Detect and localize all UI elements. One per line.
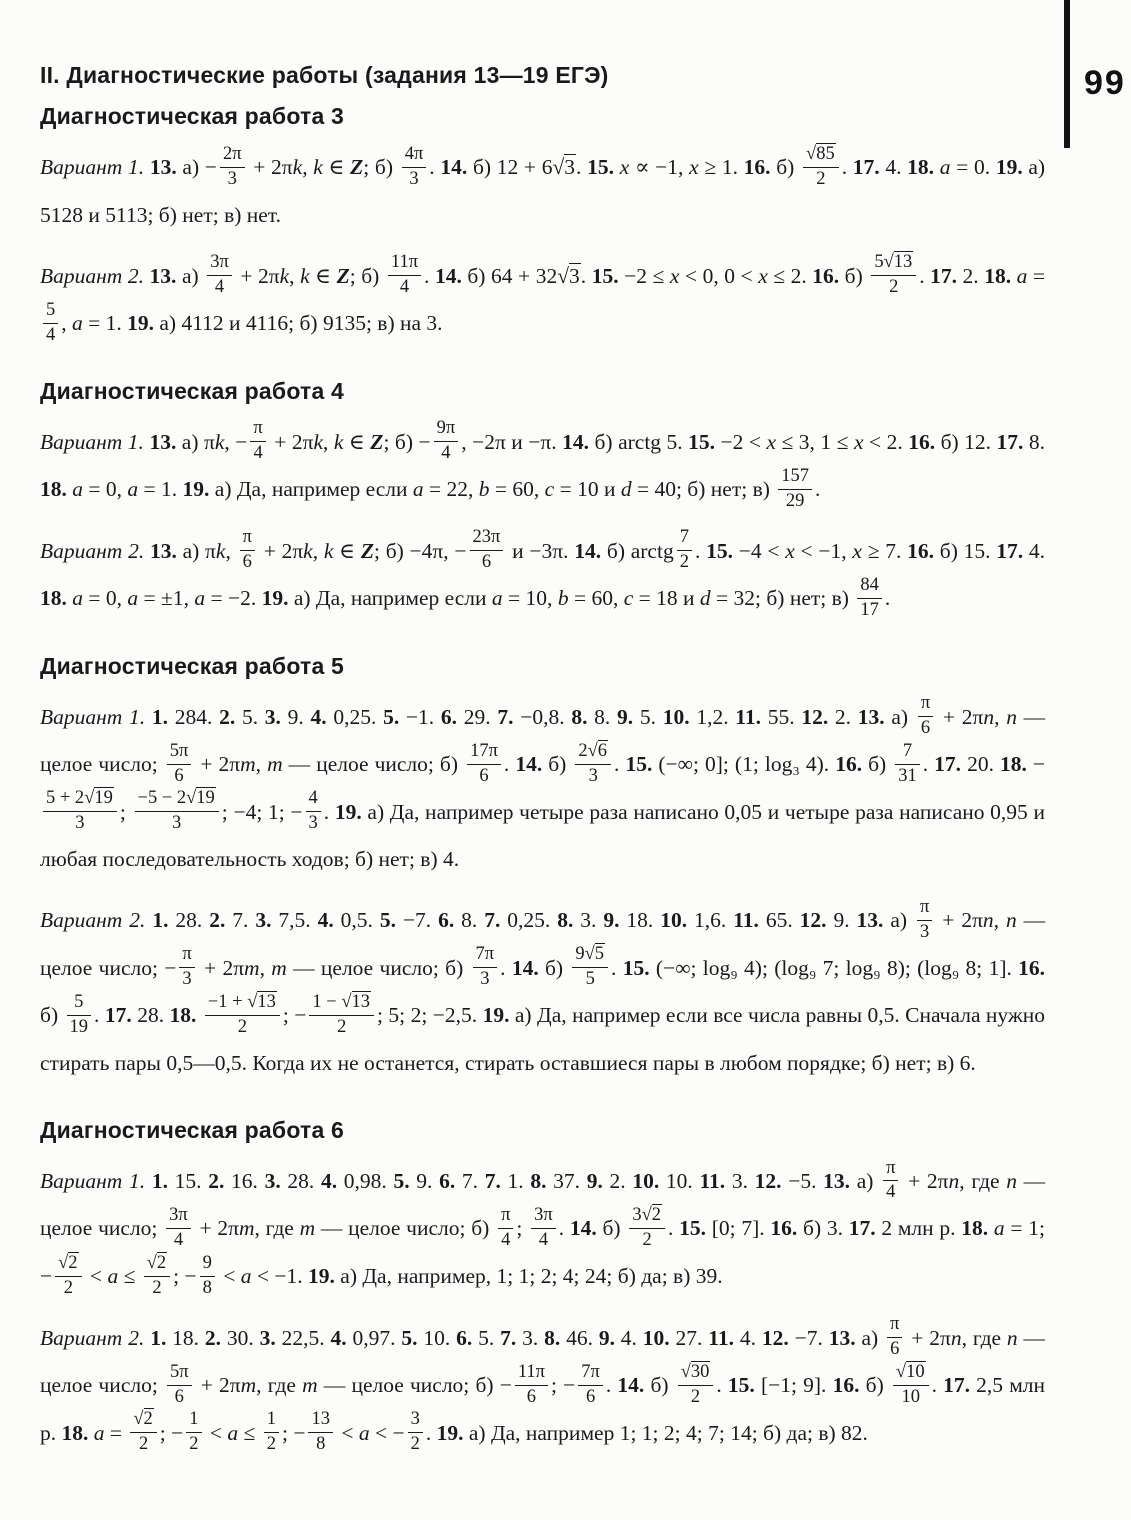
fraction: $\frac{3\pi}{4}$ bbox=[166, 1206, 191, 1251]
fraction: $\frac{5}{19}$ bbox=[67, 993, 92, 1038]
sqrt-expression: √85 bbox=[806, 143, 835, 164]
fraction: $\frac{3\pi}{4}$ bbox=[531, 1206, 556, 1251]
fraction: $\frac{√2}{2}$ bbox=[144, 1254, 170, 1299]
fraction: $\frac{1 - √13}{2}$ bbox=[309, 993, 374, 1038]
fraction: $\frac{84}{17}$ bbox=[857, 576, 882, 621]
fraction: $\frac{\pi}{4}$ bbox=[250, 419, 265, 464]
fraction: $\frac{1}{2}$ bbox=[186, 1410, 201, 1455]
sqrt-expression: √13 bbox=[247, 991, 276, 1012]
sqrt-expression: √3 bbox=[557, 263, 580, 288]
page-corner-bar bbox=[1064, 0, 1070, 148]
section-title: Диагностическая работа 3 bbox=[40, 103, 345, 129]
fraction: $\frac{11\pi}{6}$ bbox=[515, 1363, 548, 1408]
sqrt-expression: √30 bbox=[680, 1361, 710, 1382]
fraction: $\frac{\pi}{3}$ bbox=[179, 945, 194, 990]
fraction: $\frac{\pi}{6}$ bbox=[240, 528, 255, 573]
fraction: $\frac{5\pi}{6}$ bbox=[167, 1363, 192, 1408]
fraction: $\frac{4\pi}{3}$ bbox=[402, 145, 427, 190]
variant-label: Вариант 2. bbox=[40, 1325, 151, 1350]
section-title: Диагностическая работа 4 bbox=[40, 377, 345, 404]
fraction: $\frac{√85}{2}$ bbox=[803, 145, 839, 190]
answer-paragraph: Вариант 1. 1. 15. 2. 16. 3. 28. 4. 0,98. 5. 9. 6. 7. 7. 1. 8. 37. 9. 2. 10. 10. 11. 3. 12. −5. 13. а) $\frac{\pi}{4}$ + 2πn, где n — целое число; $\frac{3\pi}{4}$ + 2πm, где m — целое число; б) $\frac{\pi}{4}$ ; $\frac{3\pi}{4}$ . 14. б) $\frac{3√2}{2}$ . 15. [0; 7]. 16. б) 3. 17. 2 млн р. 18. a = 1; − $\frac{√2}{2}$ < a ≤ $\frac{√2}{2}$ ; − $\frac{9}{8}$ < a < −1. 19. а) Да, например, 1; 1; 2; 4; 24; б) да; в) 39. bbox=[40, 1157, 1046, 1298]
fraction: $\frac{4}{3}$ bbox=[306, 789, 321, 834]
sqrt-expression: √2 bbox=[146, 1252, 167, 1273]
fraction: $\frac{3\pi}{4}$ bbox=[207, 253, 232, 298]
fraction: $\frac{157}{29}$ bbox=[778, 467, 812, 512]
variant-label: Вариант 2. bbox=[40, 908, 153, 933]
sqrt-expression: √6 bbox=[587, 740, 608, 761]
answer-paragraph: Вариант 1. 1. 284. 2. 5. 3. 9. 4. 0,25. 5. −1. 6. 29. 7. −0,8. 8. 8. 9. 5. 10. 1,2. 11. 55. 12. 2. 13. а) $\frac{\pi}{6}$ + 2πn, n — целое число; $\frac{5\pi}{6}$ + 2πm, m — целое число; б) $\frac{17\pi}{6}$ . 14. б) $\frac{2√6}{3}$ . 15. (−∞; 0]; (1; log₃ 4). 16. б) $\frac{7}{31}$ . 17. 20. 18. − $\frac{5 + 2√19}{3}$ ; $\frac{-5 - 2√19}{3}$ ; −4; 1; − $\frac{4}{3}$ . 19. а) Да, например четыре раза написано 0,05 и четыре раза написано 0,95 и любая последовательность ходов; б) нет; в) 4. bbox=[40, 693, 1046, 872]
fraction: $\frac{\pi}{6}$ bbox=[918, 694, 933, 739]
sqrt-expression: √19 bbox=[186, 788, 215, 809]
sqrt-expression: √2 bbox=[133, 1409, 153, 1430]
sqrt-expression: √10 bbox=[895, 1361, 925, 1382]
fraction: $\frac{11\pi}{4}$ bbox=[388, 253, 421, 298]
fraction: $\frac{5√13}{2}$ bbox=[871, 253, 916, 298]
sqrt-expression: √3 bbox=[552, 155, 576, 179]
fraction: $\frac{9}{8}$ bbox=[200, 1254, 215, 1299]
fraction: $\frac{\pi}{3}$ bbox=[917, 898, 932, 943]
section-title: Диагностическая работа 5 bbox=[40, 652, 345, 679]
fraction: $\frac{\pi}{6}$ bbox=[887, 1315, 902, 1360]
fraction: $\frac{7}{31}$ bbox=[895, 742, 920, 787]
variant-label: Вариант 1. bbox=[40, 1168, 152, 1193]
fraction: $\frac{23\pi}{6}$ bbox=[470, 528, 504, 573]
fraction: $\frac{√2}{2}$ bbox=[55, 1254, 81, 1299]
answer-paragraph: Вариант 2. 13. а) πk, $\frac{\pi}{6}$ + 2πk, k ∈ Z; б) −4π, − $\frac{23\pi}{6}$ и −3π. 14. б) arctg $\frac{7}{2}$ . 15. −4 < x < −1, x ≥ 7. 16. б) 15. 17. 4. 18. a = 0, a = ±1, a = −2. 19. а) Да, например если a = 10, b = 60, c = 18 и d = 32; б) нет; в) $\frac{84}{17}$ . bbox=[40, 527, 1046, 620]
fraction: $\frac{-5 - 2√19}{3}$ bbox=[135, 789, 219, 834]
fraction: $\frac{2\pi}{3}$ bbox=[220, 145, 245, 190]
sqrt-expression: √2 bbox=[58, 1252, 78, 1273]
variant-label: Вариант 2. bbox=[40, 263, 150, 288]
fraction: $\frac{5 + 2√19}{3}$ bbox=[43, 789, 117, 834]
fraction: $\frac{\pi}{4}$ bbox=[883, 1159, 898, 1204]
answer-paragraph: Вариант 1. 13. а) − $\frac{2\pi}{3}$ + 2πk, k ∈ Z; б) $\frac{4\pi}{3}$ . 14. б) 12 + 6√3. 15. x ∝ −1, x ≥ 1. 16. б) $\frac{√85}{2}$ . 17. 4. 18. a = 0. 19. а) 5128 и 5113; б) нет; в) нет. bbox=[40, 143, 1046, 227]
fraction: $\frac{√2}{2}$ bbox=[130, 1410, 156, 1455]
fraction: $\frac{17\pi}{6}$ bbox=[467, 742, 501, 787]
page-header-title: II. Диагностические работы (задания 13—19 ЕГЭ) bbox=[40, 62, 609, 88]
variant-label: Вариант 2. bbox=[40, 538, 150, 563]
fraction: $\frac{2√6}{3}$ bbox=[575, 742, 611, 787]
sqrt-expression: √5 bbox=[584, 944, 605, 965]
fraction: $\frac{3√2}{2}$ bbox=[629, 1206, 665, 1251]
sqrt-expression: √13 bbox=[883, 252, 913, 273]
fraction: $\frac{-1 + √13}{2}$ bbox=[205, 993, 280, 1038]
variant-label: Вариант 1. bbox=[40, 704, 152, 729]
answers-content bbox=[40, 103, 1045, 1457]
fraction: $\frac{9\pi}{4}$ bbox=[434, 419, 459, 464]
section-title: Диагностическая работа 6 bbox=[40, 1116, 345, 1143]
variant-label: Вариант 1. bbox=[40, 429, 150, 454]
fraction: $\frac{9√5}{5}$ bbox=[572, 945, 608, 990]
page-number: 99 bbox=[1084, 64, 1126, 102]
fraction: $\frac{13}{8}$ bbox=[308, 1410, 333, 1455]
fraction: $\frac{5\pi}{6}$ bbox=[167, 742, 192, 787]
answer-paragraph: Вариант 2. 1. 28. 2. 7. 3. 7,5. 4. 0,5. 5. −7. 6. 8. 7. 0,25. 8. 3. 9. 18. 10. 1,6. 11. 65. 12. 9. 13. а) $\frac{\pi}{3}$ + 2πn, n — целое число; − $\frac{\pi}{3}$ + 2πm, m — целое число; б) $\frac{7\pi}{3}$ . 14. б) $\frac{9√5}{5}$ . 15. (−∞; log₉ 4); (log₉ 7; log₉ 8); (log₉ 8; 1]. 16. б) $\frac{5}{19}$ . 17. 28. 18. $\frac{-1 + √13}{2}$ ; − $\frac{1 - √13}{2}$ ; 5; 2; −2,5. 19. а) Да, например если все числа равны 0,5. Сначала нужно стирать пары 0,5—0,5. Когда их не останется, стирать оставшиеся пары в любом порядке; б) нет; в) 6. bbox=[40, 896, 1046, 1075]
answer-paragraph: Вариант 2. 1. 18. 2. 30. 3. 22,5. 4. 0,97. 5. 10. 6. 5. 7. 3. 8. 46. 9. 4. 10. 27. 11. 4. 12. −7. 13. а) $\frac{\pi}{6}$ + 2πn, где n — целое число; $\frac{5\pi}{6}$ + 2πm, где m — целое число; б) − $\frac{11\pi}{6}$ ; − $\frac{7\pi}{6}$ . 14. б) $\frac{√30}{2}$ . 15. [−1; 9]. 16. б) $\frac{√10}{10}$ . 17. 2,5 млн р. 18. a = $\frac{√2}{2}$ ; − $\frac{1}{2}$ < a ≤ $\frac{1}{2}$ ; − $\frac{13}{8}$ < a < − $\frac{3}{2}$ . 19. а) Да, например 1; 1; 2; 4; 7; 14; б) да; в) 82. bbox=[40, 1314, 1046, 1455]
fraction: $\frac{7}{2}$ bbox=[677, 528, 692, 573]
fraction: $\frac{√30}{2}$ bbox=[678, 1363, 714, 1408]
fraction: $\frac{7\pi}{6}$ bbox=[578, 1363, 603, 1408]
fraction: $\frac{√10}{10}$ bbox=[893, 1363, 929, 1408]
fraction: $\frac{\pi}{4}$ bbox=[498, 1206, 513, 1251]
sqrt-expression: √13 bbox=[341, 991, 371, 1012]
variant-label: Вариант 1. bbox=[40, 155, 150, 179]
sqrt-expression: √19 bbox=[84, 788, 113, 809]
fraction: $\frac{5}{4}$ bbox=[43, 301, 58, 346]
fraction: $\frac{7\pi}{3}$ bbox=[473, 945, 498, 990]
fraction: $\frac{1}{2}$ bbox=[264, 1410, 279, 1455]
answer-paragraph: Вариант 1. 13. а) πk, − $\frac{\pi}{4}$ + 2πk, k ∈ Z; б) − $\frac{9\pi}{4}$ , −2π и −π. 14. б) arctg 5. 15. −2 < x ≤ 3, 1 ≤ x < 2. 16. б) 12. 17. 8. 18. a = 0, a = 1. 19. а) Да, например если a = 22, b = 60, c = 10 и d = 40; б) нет; в) $\frac{157}{29}$ . bbox=[40, 418, 1046, 511]
answer-paragraph: Вариант 2. 13. а) $\frac{3\pi}{4}$ + 2πk, k ∈ Z; б) $\frac{11\pi}{4}$ . 14. б) 64 + 32√3. 15. −2 ≤ x < 0, 0 < x ≤ 2. 16. б) $\frac{5√13}{2}$ . 17. 2. 18. a = $\frac{5}{4}$ , a = 1. 19. а) 4112 и 4116; б) 9135; в) на 3. bbox=[40, 252, 1046, 345]
sqrt-expression: √2 bbox=[641, 1205, 661, 1226]
fraction: $\frac{3}{2}$ bbox=[408, 1410, 423, 1455]
